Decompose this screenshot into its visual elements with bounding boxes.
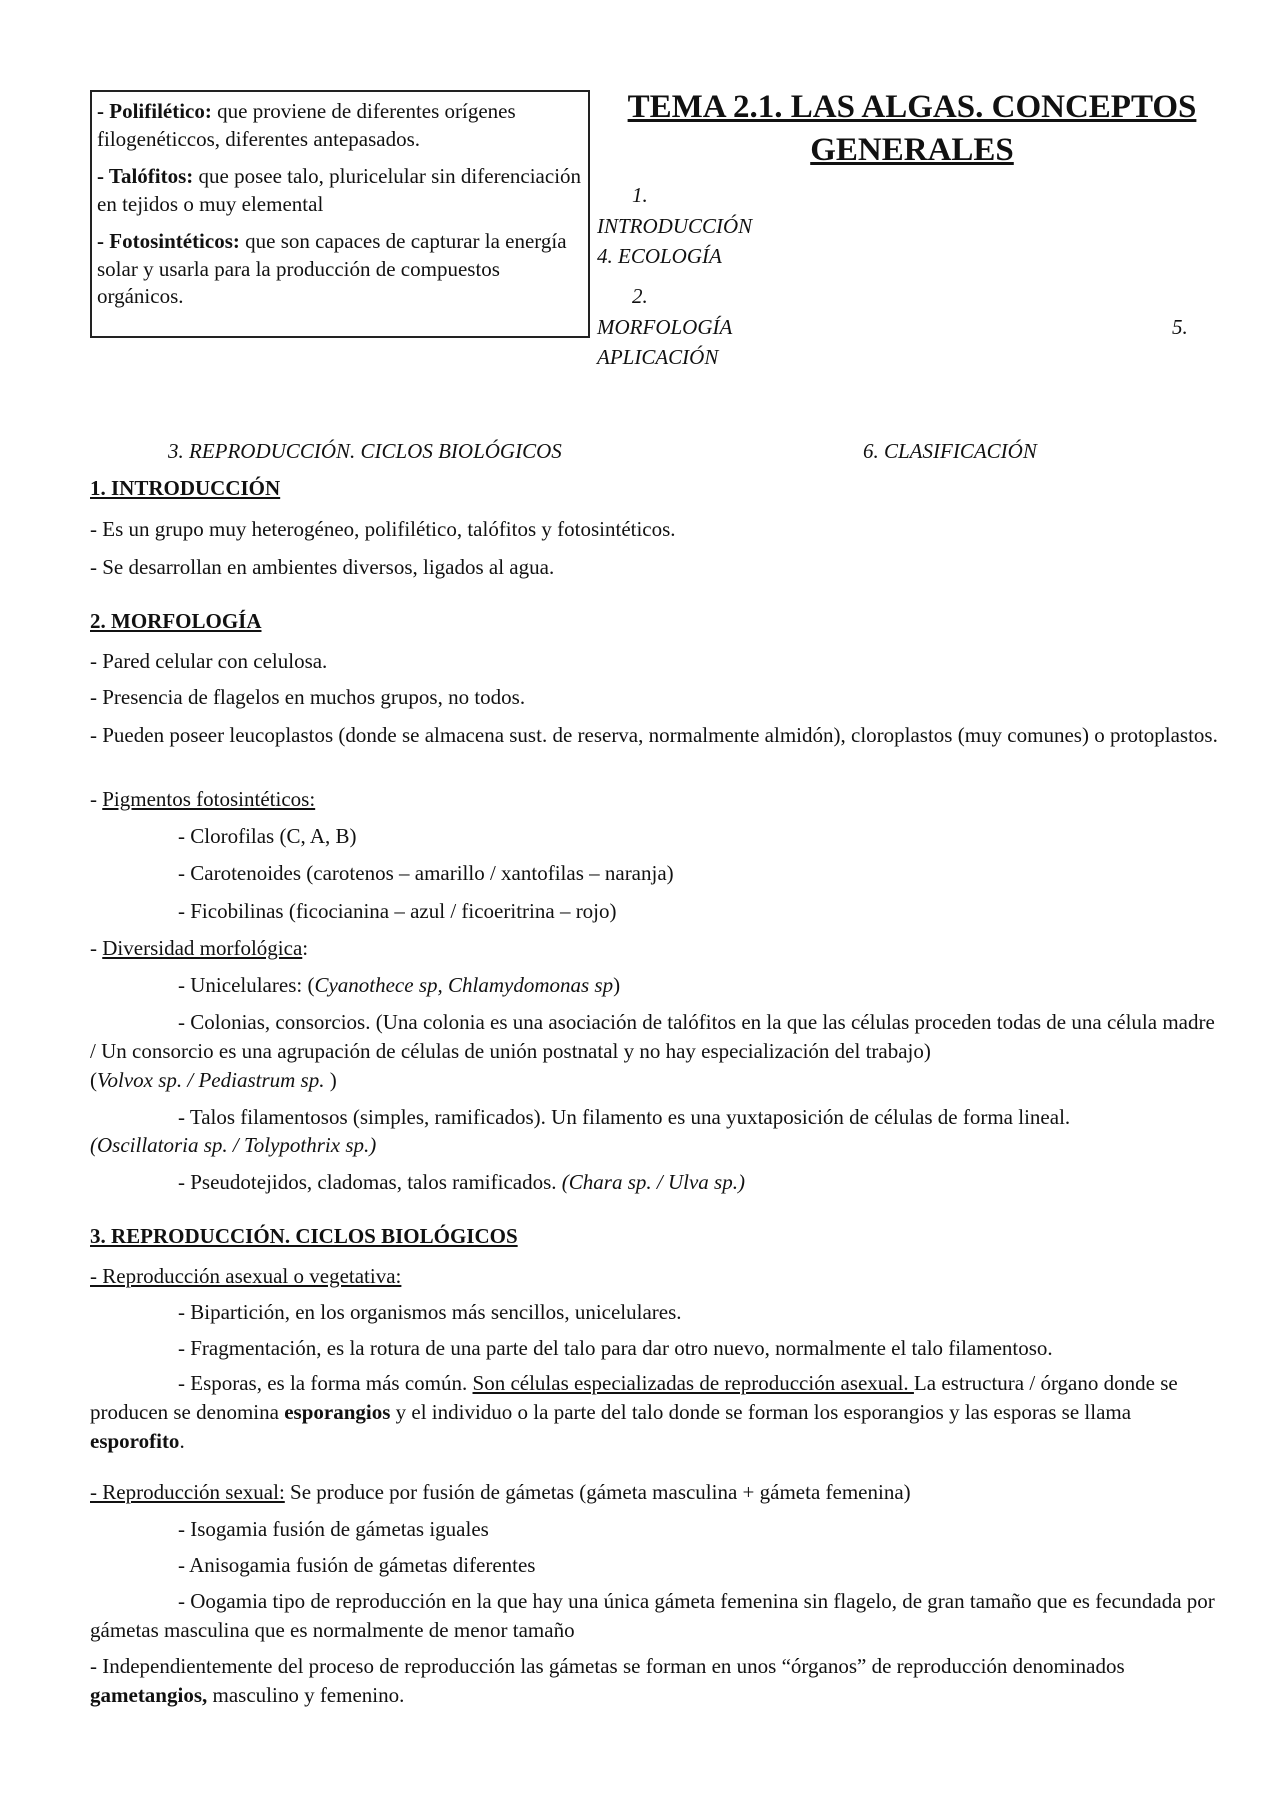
diversity-filamentosos: - Talos filamentosos (simples, ramificados). Un filamento es una yuxtaposición de células de forma lineal. [178, 1105, 1071, 1129]
section-1-heading: 1. INTRODUCCIÓN [90, 476, 281, 500]
toc-item-6: 6. CLASIFICACIÓN [863, 439, 1037, 463]
asexual-item: - Fragmentación, es la rotura de una parte del talo para dar otro nuevo, normalmente el talo filamentoso. [178, 1336, 1053, 1360]
sexual-oogamia: - Oogamia tipo de reproducción en la que hay una única gámeta femenina sin flagelo, de gran tamaño que es fecundada por gámetas masculina que es normalmente de menor tamaño [90, 1589, 1215, 1642]
pigments-label: - Pigmentos fotosintéticos: [90, 787, 316, 811]
pigment-item: - Clorofilas (C, A, B) [178, 824, 357, 848]
asexual-esporas: - Esporas, es la forma más común. Son células especializadas de reproducción asexual. La estructura / órgano donde se producen se denomina esporangios y el individuo o la parte del talo donde se forman los esporangios y las esporas se llama esporofito. [90, 1371, 1178, 1453]
definitions-box [90, 90, 590, 338]
definition-talofitos: - Talófitos: que posee talo, pluricelular sin diferenciación en tejidos o muy elemental [97, 164, 582, 216]
page-title: TEMA 2.1. LAS ALGAS. CONCEPTOS GENERALES [627, 89, 1197, 168]
pigment-item: - Carotenoides (carotenos – amarillo / xantofilas – naranja) [178, 861, 674, 885]
sec2-line-3: - Pueden poseer leucoplastos (donde se almacena sust. de reserva, normalmente almidón), cloroplastos (muy comunes) o protoplastos. [90, 723, 1218, 747]
diversity-colonias: - Colonias, consorcios. (Una colonia es una asociación de talófitos en la que las células proceden todas de una célula madre / Un consorcio es una agrupación de células de unión postnatal y no hay especialización del trabajo) [90, 1010, 1215, 1063]
gametangios-paragraph: - Independientemente del proceso de reproducción las gámetas se forman en unos “órganos” de reproducción denominados gametangios, masculino y femenino. [90, 1654, 1125, 1707]
sec2-line-1: - Pared celular con celulosa. [90, 649, 328, 673]
sec2-line-2: - Presencia de flagelos en muchos grupos, no todos. [90, 685, 526, 709]
sexual-item: - Anisogamia fusión de gámetas diferentes [178, 1553, 536, 1577]
asexual-label: - Reproducción asexual o vegetativa: [90, 1264, 402, 1288]
section-2-heading: 2. MORFOLOGÍA [90, 609, 262, 633]
toc-item-1-number: 1. [632, 183, 648, 207]
definition-fotosinteticos: - Fotosintéticos: que son capaces de capturar la energía solar y usarla para la producción de compuestos orgánicos. [97, 229, 567, 308]
toc-item-2-label: MORFOLOGÍA [597, 315, 733, 339]
toc-item-1-label: INTRODUCCIÓN [597, 214, 753, 238]
diversity-filamentosos-examples: (Oscillatoria sp. / Tolypothrix sp.) [90, 1133, 377, 1157]
diversity-unicelulares: - Unicelulares: (Cyanothece sp, Chlamydomonas sp) [178, 973, 621, 997]
asexual-item: - Bipartición, en los organismos más sencillos, unicelulares. [178, 1300, 682, 1324]
sec1-line-1: - Es un grupo muy heterogéneo, polifilético, talófitos y fotosintéticos. [90, 517, 676, 541]
sec1-line-2: - Se desarrollan en ambientes diversos, ligados al agua. [90, 555, 555, 579]
sexual-item: - Isogamia fusión de gámetas iguales [178, 1517, 489, 1541]
toc-item-2-number: 2. [632, 284, 648, 308]
toc-item-5-number: 5. [1172, 315, 1188, 339]
diversity-colonias-examples: (Volvox sp. / Pediastrum sp. ) [90, 1068, 337, 1092]
toc-item-3: 3. REPRODUCCIÓN. CICLOS BIOLÓGICOS [168, 439, 562, 463]
sexual-label: - Reproducción sexual: Se produce por fusión de gámetas (gámeta masculina + gámeta femenina) [90, 1480, 911, 1504]
definition-polifiletico: - Polifilético: que proviene de diferentes orígenes filogenéticcos, diferentes antepasados. [97, 99, 516, 151]
diversity-pseudotejidos: - Pseudotejidos, cladomas, talos ramificados. (Chara sp. / Ulva sp.) [178, 1170, 745, 1194]
section-3-heading: 3. REPRODUCCIÓN. CICLOS BIOLÓGICOS [90, 1224, 518, 1248]
toc-item-5-label: APLICACIÓN [597, 345, 719, 369]
pigment-item: - Ficobilinas (ficocianina – azul / ficoeritrina – rojo) [178, 899, 617, 923]
toc-item-4: 4. ECOLOGÍA [597, 244, 722, 268]
diversity-label: - Diversidad morfológica: [90, 936, 309, 960]
